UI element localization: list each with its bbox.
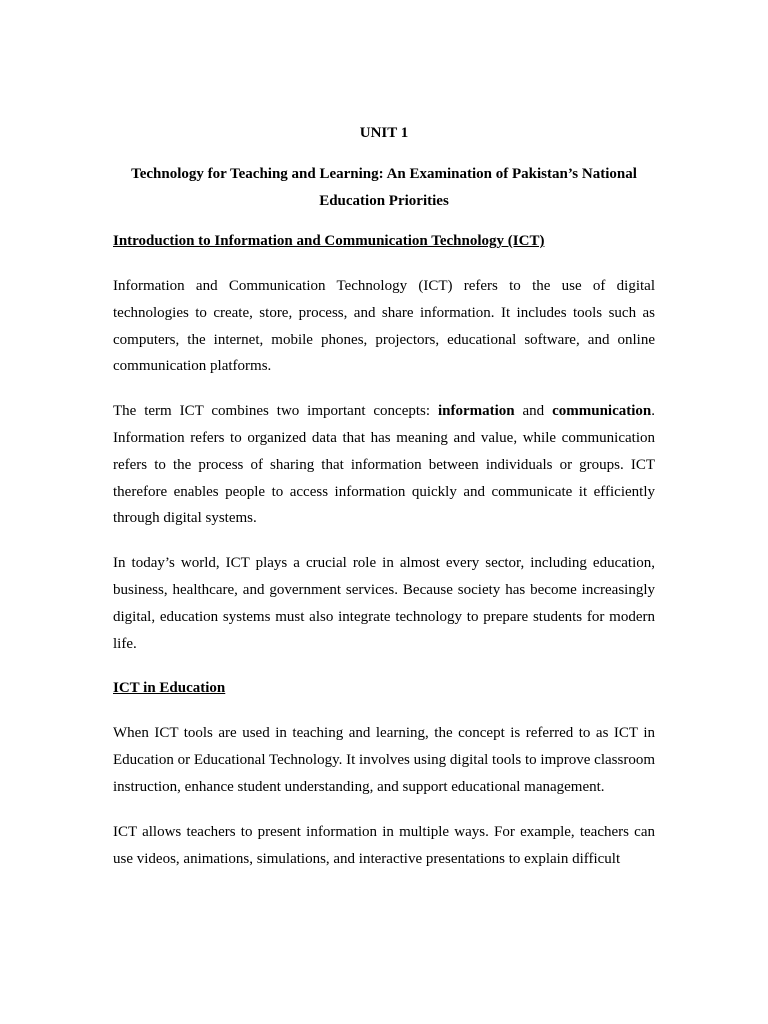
paragraph-ict-definition: Information and Communication Technology (ICT) refers to the use of digital technologies to create, store, process, and share information. It includes tools such as computers, the internet, mobile phones, projectors, educational software, and online communication platforms. (113, 278, 655, 375)
section-heading-ict-education: ICT in Education (113, 680, 226, 697)
unit-title: UNIT 1 (359, 125, 409, 141)
section-heading-ict-intro: Introduction to Information and Communication Technology (ICT) (113, 233, 545, 249)
paragraph-ict-role: In today’s world, ICT plays a crucial role in almost every sector, including education, business, healthcare, and government services. Because society has become increasingly digital, education systems must also integrate technology to prepare students for modern life. (113, 555, 655, 652)
paragraph-text: The term ICT combines two important concepts: (113, 403, 438, 420)
bold-term-communication: communication (552, 403, 652, 420)
document-title: Technology for Teaching and Learning: An Examination of Pakistan’s National Education Priorities (131, 166, 637, 209)
paragraph-ict-education-definition: When ICT tools are used in teaching and learning, the concept is referred to as ICT in Education or Educational Technology. It involves using digital tools to improve classroom instruction, enhance student understanding, and support educational management. (113, 725, 655, 795)
paragraph-text: . Information refers to organized data that has meaning and value, while communication refers to the process of sharing that information between individuals or groups. ICT therefore enables people to access information quickly and communicate it efficiently through digital systems. (113, 403, 655, 527)
bold-term-information: information (437, 403, 515, 420)
paragraph-text: and (514, 403, 553, 420)
paragraph-ict-concepts (113, 398, 655, 532)
paragraph-ict-teaching-methods: ICT allows teachers to present information in multiple ways. For example, teachers can use videos, animations, simulations, and interactive presentations to explain difficult (113, 823, 655, 867)
